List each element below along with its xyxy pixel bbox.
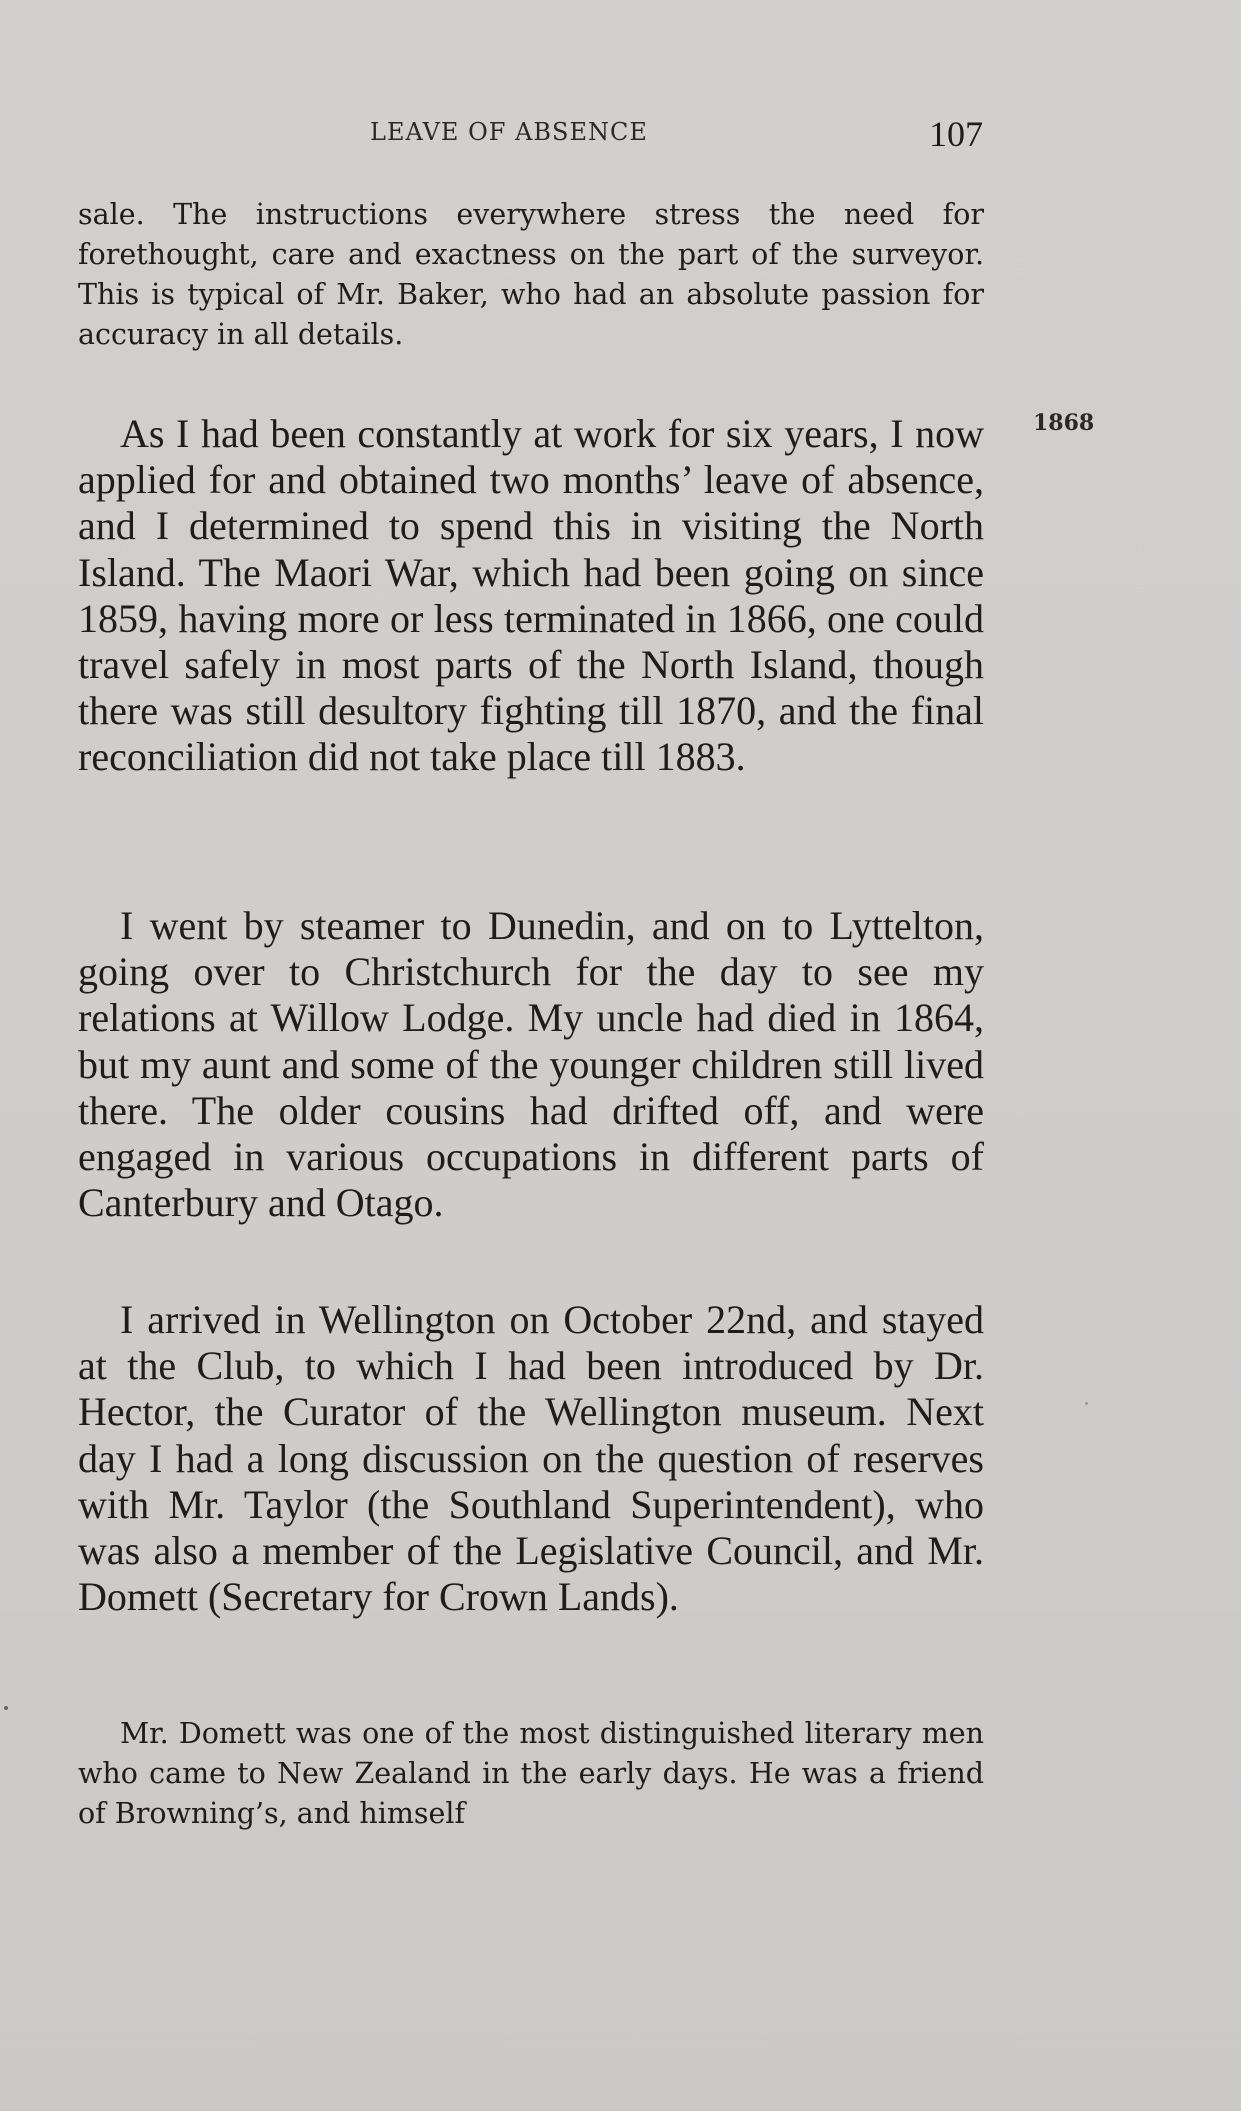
paragraph-domett [78, 1714, 984, 1834]
paragraph-continued [78, 195, 984, 355]
paragraph-text: I arrived in Wellington on October 22nd, and stayed at the Club, to which I had been introduced by Dr. Hector, the Curator of the Wellington museum. Next day I had a long discussion on the question of reserves with Mr. Taylor (the Southland Superintendent), who was also a member of the Legislative Council, and Mr. Domett (Secretary for Crown Lands). [78, 1297, 984, 1620]
paragraph-leave [78, 411, 984, 781]
paragraph-text: I went by steamer to Dunedin, and on to Lyttelton, going over to Christchurch for the day to see my relations at Willow Lodge. My uncle had died in 1864, but my aunt and some of the younger children still lived there. The older cousins had drifted off, and were engaged in various occupations in different parts of Canterbury and Otago. [78, 903, 984, 1226]
paragraph-dunedin [78, 903, 984, 1226]
paragraph-text: As I had been constantly at work for six years, I now applied for and obtained two months’ leave of absence, and I determined to spend this in visiting the North Island. The Maori War, which had been going on since 1859, having more or less terminated in 1866, one could travel safely in most parts of the North Island, though there was still desultory fighting till 1870, and the final reconciliation did not take place till 1883. [78, 411, 984, 780]
margin-year-note: 1868 [1033, 410, 1095, 436]
paper-speck [1085, 1402, 1088, 1405]
paragraph-text: sale. The instructions everywhere stress the need for forethought, care and exactness on the part of the surveyor. This is typical of Mr. Baker, who had an absolute passion for accuracy in all details. [78, 198, 984, 351]
paragraph-wellington [78, 1297, 984, 1620]
paper-speck [4, 1706, 8, 1710]
paragraph-text: Mr. Domett was one of the most distinguished literary men who came to New Zealand in the early days. He was a friend of Browning’s, and himself [78, 1717, 984, 1830]
page-number: 107 [929, 114, 983, 154]
running-head-title: LEAVE OF ABSENCE [370, 118, 648, 146]
